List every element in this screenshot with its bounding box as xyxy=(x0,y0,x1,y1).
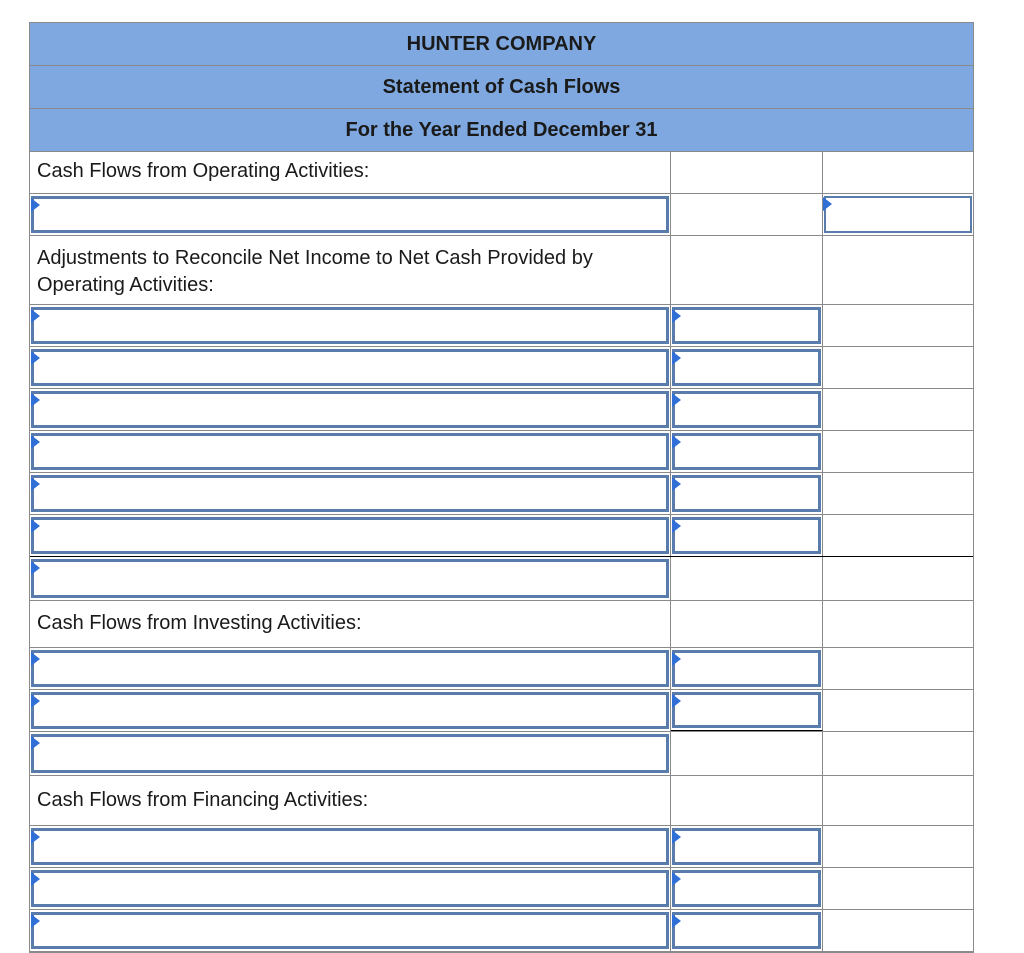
operating-section-row xyxy=(30,152,973,194)
company-name: HUNTER COMPANY xyxy=(30,23,973,66)
statement-title: Statement of Cash Flows xyxy=(30,66,973,109)
adjustment-amount-input[interactable] xyxy=(672,475,821,512)
investing-total-row xyxy=(30,732,973,776)
investing-activities-label: Cash Flows from Investing Activities: xyxy=(37,612,362,634)
financing-row xyxy=(30,868,973,910)
adjustment-row xyxy=(30,389,973,431)
financing-item-dropdown[interactable] xyxy=(31,870,669,907)
adjustment-amount-input[interactable] xyxy=(672,391,821,428)
adjustment-item-dropdown[interactable] xyxy=(31,391,669,428)
adjustment-row xyxy=(30,305,973,347)
adjustment-row xyxy=(30,473,973,515)
net-income-row xyxy=(30,194,973,236)
financing-row xyxy=(30,826,973,868)
adjustment-item-dropdown[interactable] xyxy=(31,517,669,554)
investing-row xyxy=(30,648,973,690)
net-income-amount-input[interactable] xyxy=(824,196,972,233)
adjustment-item-dropdown[interactable] xyxy=(31,349,669,386)
financing-activities-label: Cash Flows from Financing Activities: xyxy=(37,789,369,811)
investing-section-row xyxy=(30,601,973,648)
adjustments-section-row xyxy=(30,236,973,305)
adjustment-amount-input[interactable] xyxy=(672,349,821,386)
operating-total-dropdown[interactable] xyxy=(31,559,669,598)
operating-total-row xyxy=(30,557,973,601)
financing-amount-input[interactable] xyxy=(672,912,821,949)
adjustment-row xyxy=(30,431,973,473)
adjustment-item-dropdown[interactable] xyxy=(31,475,669,512)
investing-amount-input[interactable] xyxy=(672,692,821,728)
investing-item-dropdown[interactable] xyxy=(31,692,669,729)
financing-row xyxy=(30,910,973,952)
financing-item-dropdown[interactable] xyxy=(31,828,669,865)
adjustment-amount-input[interactable] xyxy=(672,433,821,470)
adjustment-item-dropdown[interactable] xyxy=(31,307,669,344)
adjustments-label: Adjustments to Reconcile Net Income to Net Cash Provided by Operating Activities: xyxy=(37,247,593,296)
adjustment-item-dropdown[interactable] xyxy=(31,433,669,470)
net-income-dropdown[interactable] xyxy=(31,196,669,233)
investing-amount-input[interactable] xyxy=(672,650,821,687)
financing-item-dropdown[interactable] xyxy=(31,912,669,949)
adjustment-row xyxy=(30,347,973,389)
investing-item-dropdown[interactable] xyxy=(31,650,669,687)
operating-activities-label: Cash Flows from Operating Activities: xyxy=(37,160,370,182)
statement-period: For the Year Ended December 31 xyxy=(30,109,973,152)
cash-flow-statement xyxy=(29,22,974,953)
financing-amount-input[interactable] xyxy=(672,828,821,865)
investing-row xyxy=(30,690,973,732)
adjustment-amount-input[interactable] xyxy=(672,307,821,344)
adjustment-amount-input[interactable] xyxy=(672,517,821,554)
financing-amount-input[interactable] xyxy=(672,870,821,907)
financing-section-row xyxy=(30,776,973,826)
investing-total-dropdown[interactable] xyxy=(31,734,669,773)
adjustment-row xyxy=(30,515,973,557)
